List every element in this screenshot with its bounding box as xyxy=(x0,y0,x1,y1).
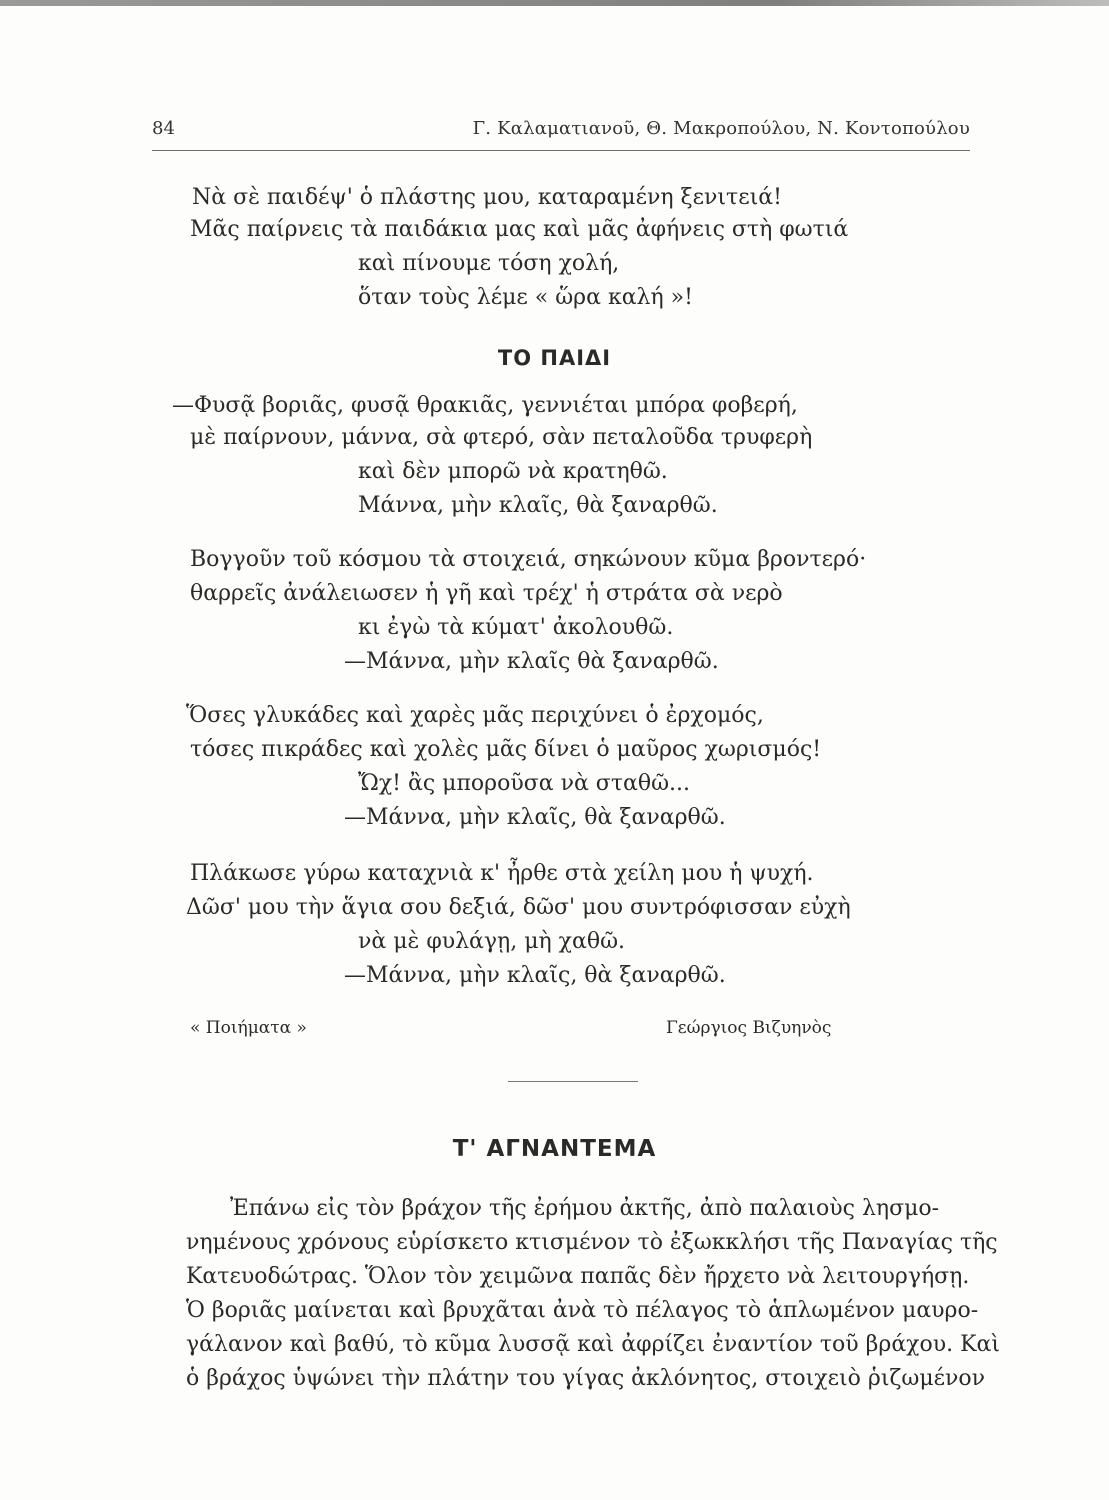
poem-line: —Μάννα, μὴν κλαῖς, θὰ ξαναρθῶ. xyxy=(344,963,726,988)
poem-line: ὅταν τοὺς λέμε « ὥρα καλή »! xyxy=(358,285,693,310)
poem-line: καὶ δὲν μπορῶ νὰ κρατηθῶ. xyxy=(358,459,668,484)
poem-source: « Ποιήματα » xyxy=(190,1018,307,1038)
running-title: Γ. Καλαματιανοῦ, Θ. Μακροπούλου, Ν. Κοντοπούλου xyxy=(472,118,970,139)
poem-line: —Φυσᾷ βοριᾶς, φυσᾷ θρακιᾶς, γεννιέται μπόρα φοβερή, xyxy=(172,393,798,418)
poem-line: Βογγοῦν τοῦ κόσμου τὰ στοιχειά, σηκώνουν κῦμα βροντερό· xyxy=(190,547,867,572)
poem-line: —Μάννα, μὴν κλαῖς θὰ ξαναρθῶ. xyxy=(344,649,719,674)
poem-author: Γεώργιος Βιζυηνὸς xyxy=(666,1018,832,1038)
paragraph-line: Κατευοδώτρας. Ὅλον τὸν χειμῶνα παπᾶς δὲν ἤρχετο νὰ λειτουργήσῃ. xyxy=(186,1264,970,1289)
poem-line: Μάννα, μὴν κλαῖς, θὰ ξαναρθῶ. xyxy=(358,493,718,518)
header-rule xyxy=(152,150,970,151)
poem-line: Δῶσ' μου τὴν ἅγια σου δεξιά, δῶσ' μου συντρόφισσαν εὐχὴ xyxy=(186,895,851,920)
poem-title: ΤΟ ΠΑΙΔΙ xyxy=(497,346,612,370)
paragraph-line: γάλανον καὶ βαθύ, τὸ κῦμα λυσσᾷ καὶ ἀφρίζει ἐναντίον τοῦ βράχου. Καὶ xyxy=(186,1332,1001,1357)
section-title: Τ' ΑΓΝΑΝΤΕΜΑ xyxy=(452,1136,657,1162)
paragraph-line: Ἐπάνω εἰς τὸν βράχον τῆς ἐρήμου ἀκτῆς, ἀπὸ παλαιοὺς λησμο- xyxy=(230,1196,940,1221)
poem-line: Μᾶς παίρνεις τὰ παιδάκια μας καὶ μᾶς ἀφήνεις στὴ φωτιά xyxy=(190,217,849,242)
paragraph-line: ὁ βράχος ὑψώνει τὴν πλάτην του γίγας ἀκλόνητος, στοιχειὸ ῥιζωμένον xyxy=(186,1366,986,1391)
page-header xyxy=(152,118,970,152)
poem-line: Πλάκωσε γύρω καταχνιὰ κ' ἦρθε στὰ χείλη μου ἡ ψυχή. xyxy=(190,861,814,886)
poem-line: κι ἐγὼ τὰ κύματ' ἀκολουθῶ. xyxy=(358,615,674,640)
poem-line: Ὤχ! ἂς μποροῦσα νὰ σταθῶ... xyxy=(358,771,691,796)
poem-line: νὰ μὲ φυλάγῃ, μὴ χαθῶ. xyxy=(358,929,626,954)
poem-line: μὲ παίρνουν, μάννα, σὰ φτερό, σὰν πεταλοῦδα τρυφερὴ xyxy=(190,425,813,450)
section-separator xyxy=(508,1081,638,1082)
poem-line: Νὰ σὲ παιδέψ' ὁ πλάστης μου, καταραμένη ξενιτειά! xyxy=(192,185,782,210)
poem-line: —Μάννα, μὴν κλαῖς, θὰ ξαναρθῶ. xyxy=(344,805,726,830)
poem-line: θαρρεῖς ἀνάλειωσεν ἡ γῆ καὶ τρέχ' ἡ στράτα σὰ νερὸ xyxy=(190,581,783,606)
paragraph-line: νημένους χρόνους εὑρίσκετο κτισμένον τὸ ἐξωκκλήσι τῆς Παναγίας τῆς xyxy=(186,1230,998,1255)
poem-line: τόσες πικράδες καὶ χολὲς μᾶς δίνει ὁ μαῦρος χωρισμός! xyxy=(190,737,822,762)
page-number: 84 xyxy=(152,118,175,139)
poem-line: Ὅσες γλυκάδες καὶ χαρὲς μᾶς περιχύνει ὁ ἐρχομός, xyxy=(186,703,764,728)
poem-line: καὶ πίνουμε τόση χολή, xyxy=(358,251,620,276)
paragraph-line: Ὁ βοριᾶς μαίνεται καὶ βρυχᾶται ἀνὰ τὸ πέλαγος τὸ ἁπλωμένον μαυρο- xyxy=(186,1298,979,1323)
scan-edge-shadow xyxy=(0,0,1109,6)
